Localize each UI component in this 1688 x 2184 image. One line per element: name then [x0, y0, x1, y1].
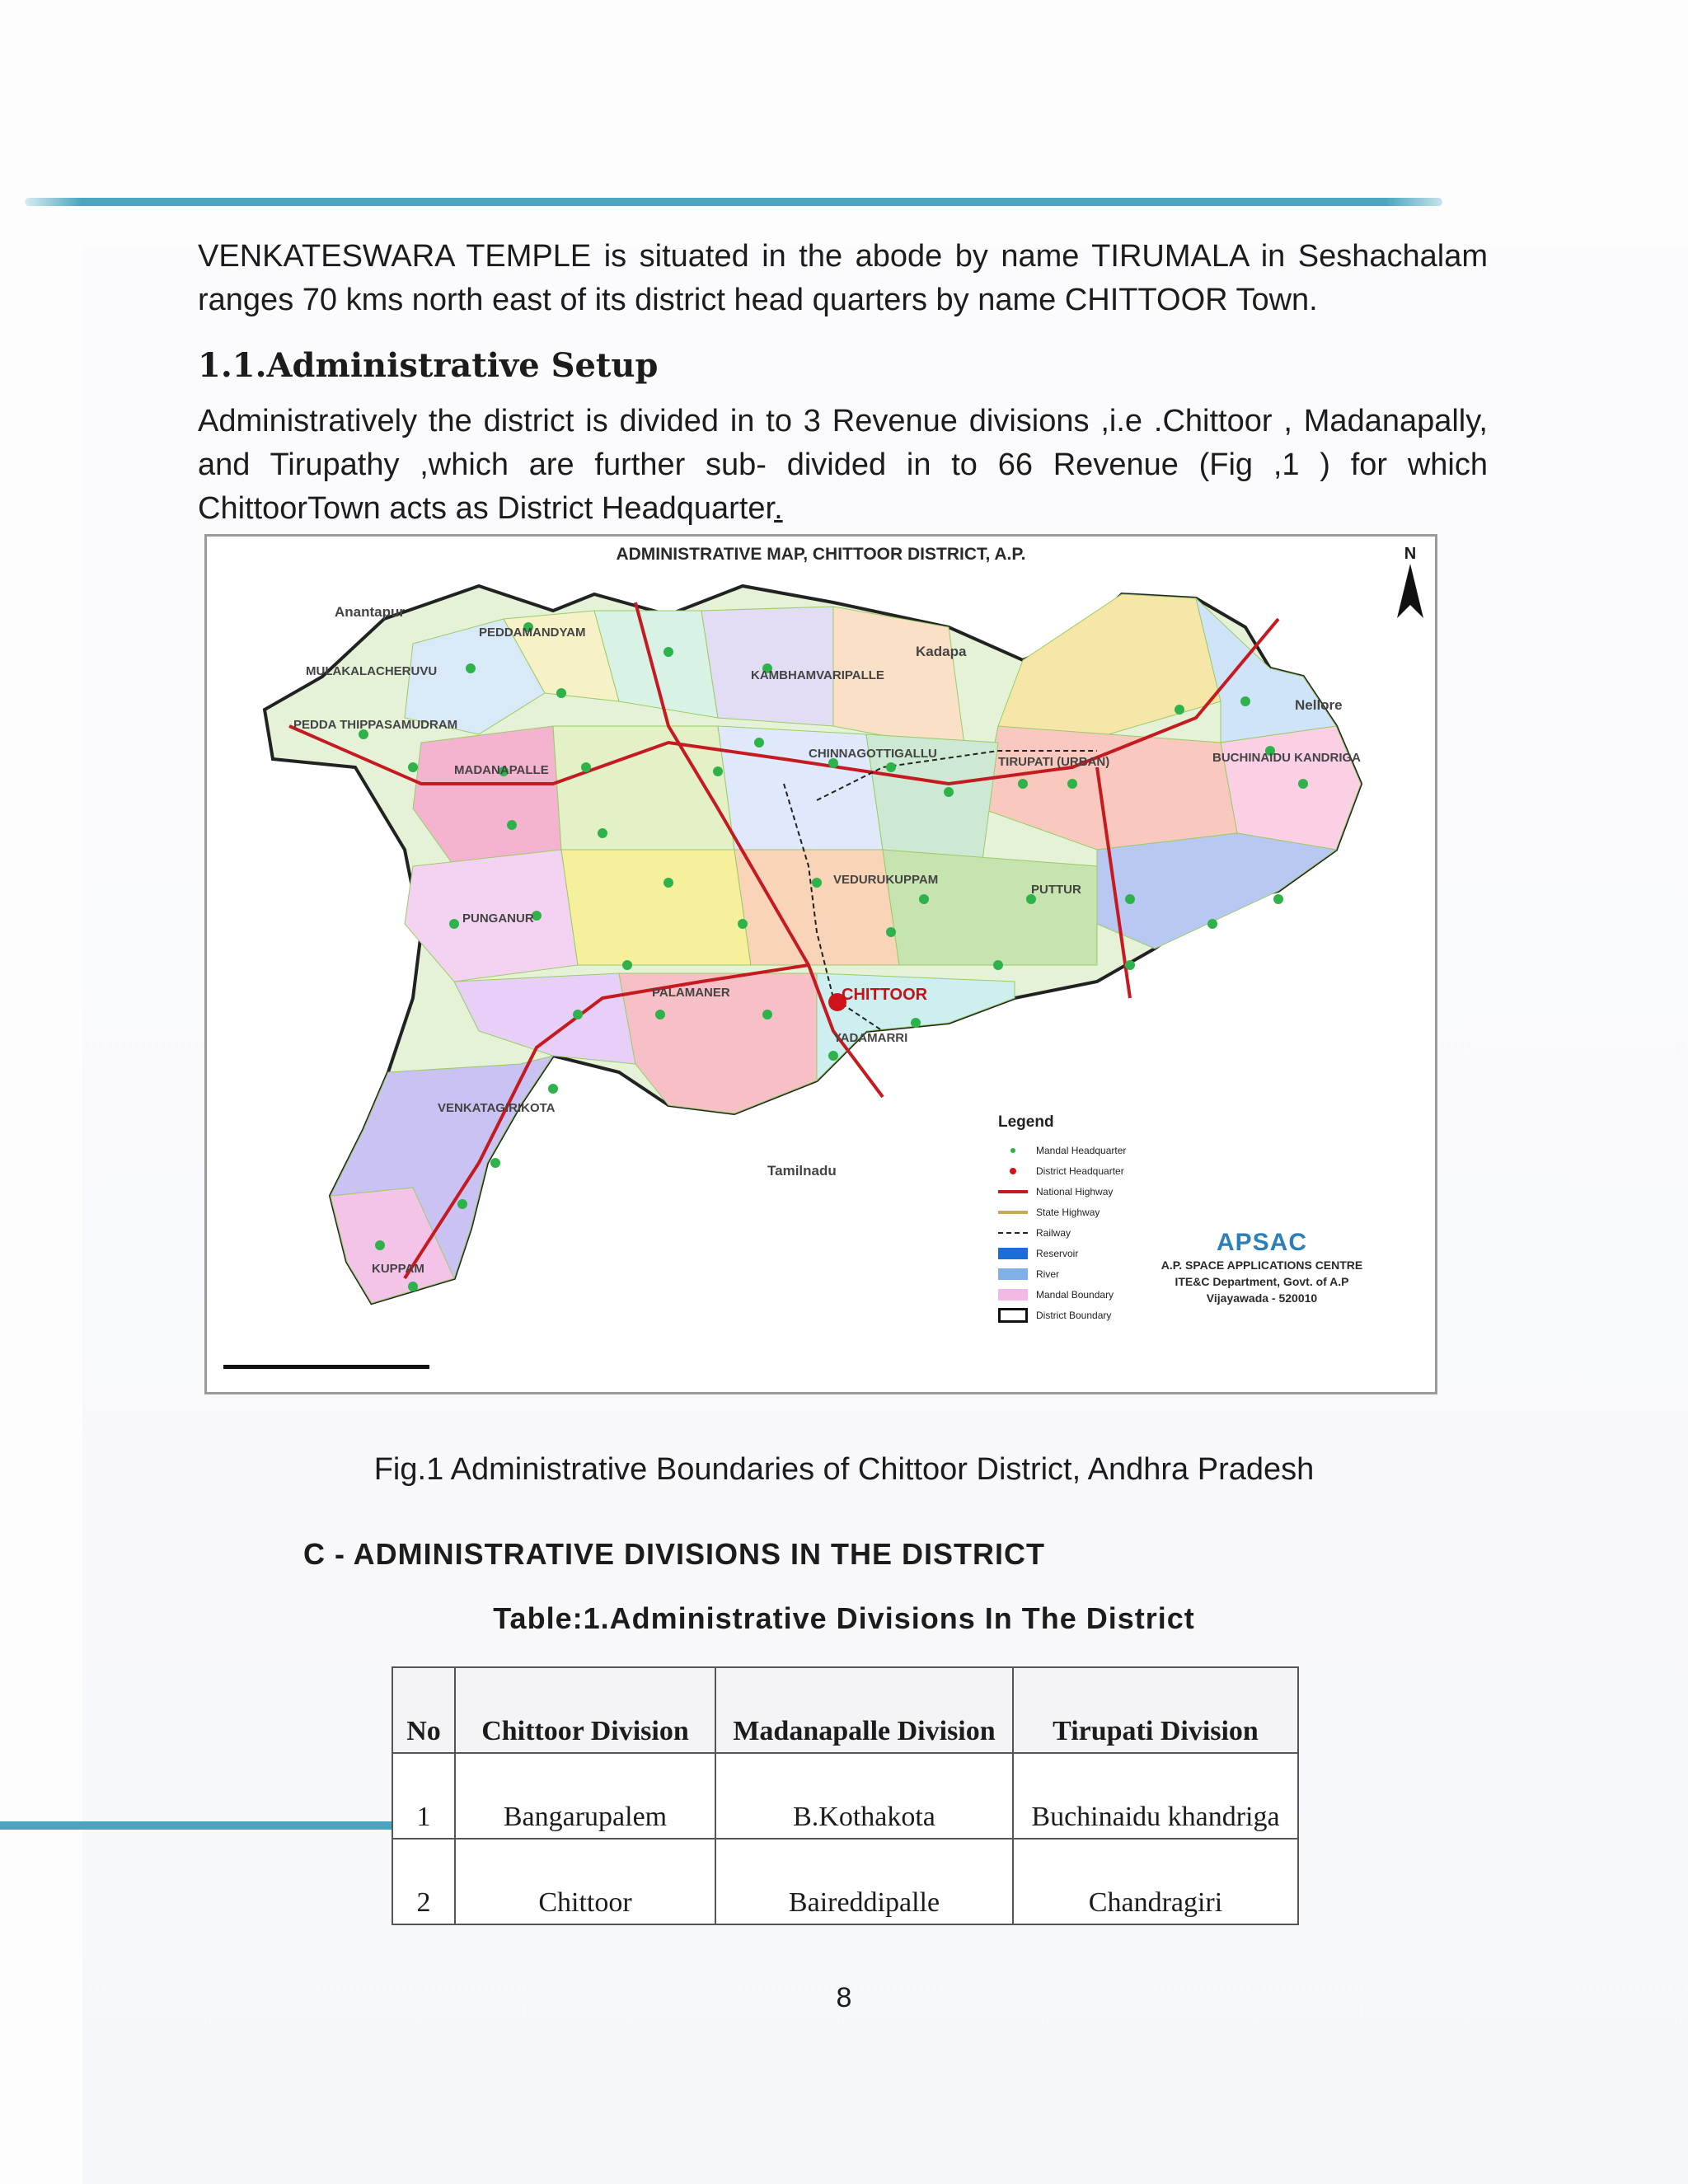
district-boundary-icon — [998, 1308, 1028, 1323]
mandal-label: TIRUPATI (URBAN) — [998, 755, 1110, 769]
mandal-boundary-icon — [998, 1289, 1028, 1301]
page-number: 8 — [836, 1982, 852, 2013]
column-header-chittoor: Chittoor Division — [455, 1667, 715, 1753]
legend-label: Mandal Boundary — [1036, 1288, 1114, 1301]
administrative-setup-text: Administratively the district is divided in to 3 Revenue divisions ,i.e .Chittoor , Madanapally, and Tirupathy ,which are further sub- divided in to 66 Revenue (Fig ,1 ) for which ChittoorTown acts as District Headquarter — [198, 404, 1488, 526]
administrative-divisions-table — [392, 1666, 1299, 1925]
table-title: Table:1.Administrative Divisions In The District — [493, 1601, 1195, 1635]
railway-icon — [998, 1227, 1028, 1239]
table-cell: Baireddipalle — [715, 1839, 1013, 1924]
north-arrow-icon — [1394, 564, 1427, 621]
mandal-label: BUCHINAIDU KANDRIGA — [1212, 751, 1361, 765]
mandal-region — [718, 726, 883, 850]
administrative-map-figure — [204, 534, 1437, 1394]
section-heading-administrative-setup: 1.1.Administrative Setup — [198, 346, 659, 385]
legend-item — [998, 1181, 1163, 1202]
legend-item — [998, 1160, 1163, 1181]
mandal-region — [734, 850, 899, 965]
legend-title: Legend — [998, 1113, 1054, 1131]
state-highway-icon — [998, 1207, 1028, 1218]
mandal-label: PEDDAMANDYAM — [479, 626, 586, 640]
legend-item — [998, 1202, 1163, 1222]
table-cell: 2 — [392, 1839, 455, 1924]
mandal-label: PUNGANUR — [462, 912, 534, 926]
table-cell: Buchinaidu khandriga — [1013, 1753, 1298, 1839]
mandal-label: MADANAPALLE — [454, 763, 549, 777]
scale-bar — [223, 1365, 429, 1369]
mandal-label: CHINNAGOTTIGALLU — [809, 747, 937, 761]
mandal-label: PALAMANER — [652, 986, 730, 1000]
legend-label: National Highway — [1036, 1185, 1114, 1197]
north-arrow — [1394, 545, 1427, 626]
mandal-region — [883, 850, 1097, 965]
legend-item — [998, 1305, 1163, 1325]
table-row — [392, 1839, 1298, 1924]
legend-item — [998, 1140, 1163, 1160]
legend-label: Railway — [1036, 1226, 1071, 1239]
apsac-name: A.P. SPACE APPLICATIONS CENTRE — [1160, 1258, 1363, 1272]
legend-label: Mandal Headquarter — [1036, 1144, 1127, 1156]
mandal-region — [1097, 833, 1336, 949]
mandal-region — [1221, 726, 1361, 850]
neighbor-label: Tamilnadu — [767, 1163, 837, 1179]
apsac-logo: APSAC — [1216, 1229, 1307, 1256]
table-cell: Chandragiri — [1013, 1839, 1298, 1924]
legend-label: District Boundary — [1036, 1309, 1112, 1321]
apsac-credit — [1130, 1229, 1394, 1306]
north-label: N — [1404, 545, 1417, 563]
mandal-label: PUTTUR — [1031, 883, 1081, 897]
national-highway-icon — [998, 1186, 1028, 1197]
neighbor-label: Anantapur — [335, 604, 405, 620]
paragraph-end-mark: . — [774, 491, 783, 526]
legend-label: Reservoir — [1036, 1247, 1079, 1259]
footer-rule — [0, 1821, 396, 1830]
reservoir-icon — [998, 1248, 1028, 1259]
district-headquarter-icon — [998, 1165, 1028, 1177]
figure-caption: Fig.1 Administrative Boundaries of Chittoor District, Andhra Pradesh — [373, 1452, 1315, 1487]
mandal-label: VEDURUKUPPAM — [833, 873, 939, 887]
neighbor-label: Nellore — [1295, 697, 1343, 713]
administrative-setup-paragraph — [198, 400, 1488, 531]
map-title: ADMINISTRATIVE MAP, CHITTOOR DISTRICT, A.P. — [616, 545, 1026, 564]
column-header-tirupati: Tirupati Division — [1013, 1667, 1298, 1753]
apsac-address: Vijayawada - 520010 — [1206, 1291, 1318, 1305]
table-cell: Bangarupalem — [455, 1753, 715, 1839]
mandal-label: VENKATAGIRIKOTA — [438, 1101, 556, 1115]
mandal-label: KAMBHAMVARIPALLE — [751, 668, 884, 682]
column-header-madanapalle: Madanapalle Division — [715, 1667, 1013, 1753]
legend-label: State Highway — [1036, 1206, 1100, 1218]
intro-paragraph: VENKATESWARA TEMPLE is situated in the abode by name TIRUMALA in Seshachalam ranges 70 kms north east of its district head quarters by name CHITTOOR Town. — [198, 239, 1488, 317]
column-header-no: No — [392, 1667, 455, 1753]
district-headquarter-label: CHITTOOR — [842, 986, 928, 1004]
table-cell: B.Kothakota — [715, 1753, 1013, 1839]
apsac-department: ITE&C Department, Govt. of A.P — [1175, 1275, 1349, 1288]
legend-label: River — [1036, 1268, 1060, 1280]
mandal-label: KUPPAM — [372, 1262, 424, 1276]
legend-label: District Headquarter — [1036, 1165, 1124, 1177]
table-cell: 1 — [392, 1753, 455, 1839]
header-rule — [25, 198, 1442, 206]
mandal-headquarter-icon — [998, 1145, 1028, 1156]
table-header-row — [392, 1667, 1298, 1753]
mandal-label: PEDDA THIPPASAMUDRAM — [293, 718, 458, 732]
table-cell: Chittoor — [455, 1839, 715, 1924]
table-row — [392, 1753, 1298, 1839]
mandal-region — [561, 850, 751, 965]
neighbor-label: Kadapa — [916, 644, 967, 659]
mandal-label: YADAMARRI — [833, 1031, 908, 1045]
mandal-label: MULAKALACHERUVU — [306, 664, 438, 678]
section-c-heading: C - ADMINISTRATIVE DIVISIONS IN THE DISTRICT — [303, 1537, 1046, 1571]
river-icon — [998, 1268, 1028, 1280]
